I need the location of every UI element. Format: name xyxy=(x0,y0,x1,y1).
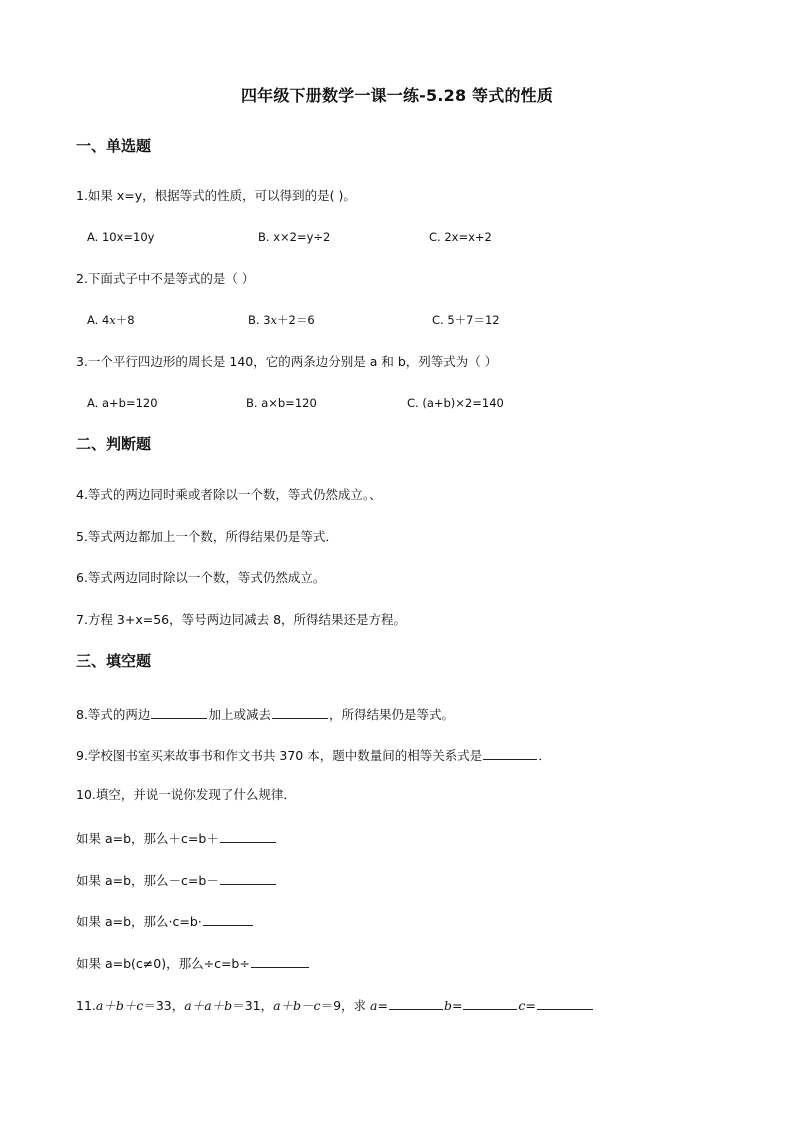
question-2-stem: 2.下面式子中不是等式的是（ ） xyxy=(76,271,255,286)
section-heading-true-false: 二、判断题 xyxy=(76,435,152,453)
answer-blank[interactable] xyxy=(251,955,309,968)
question-1-option-c[interactable]: C. 2x=x+2 xyxy=(429,230,492,244)
question-8-part-2: 加上或减去 xyxy=(208,707,271,722)
question-1-option-a[interactable]: A. 10x=10y xyxy=(87,230,155,244)
question-11-b-label: b= xyxy=(443,998,463,1013)
question-10-line-2-text: 如果 a=b，那么－c=b－ xyxy=(76,873,219,888)
question-9-part-1: 9.学校图书室买来故事书和作文书共 370 本，题中数量间的相等关系式是 xyxy=(76,748,483,763)
question-11-expr-1: a＋b＋c xyxy=(95,998,144,1013)
question-10-line-1-text: 如果 a=b，那么＋c=b＋ xyxy=(76,831,219,846)
question-10-line-4-text: 如果 a=b(c≠0)，那么÷c=b÷ xyxy=(76,956,250,971)
question-8 xyxy=(76,706,454,722)
question-4: 4.等式的两边同时乘或者除以一个数，等式仍然成立。、 xyxy=(76,487,382,502)
question-2-option-c[interactable]: C. 5＋7＝12 xyxy=(432,313,500,327)
question-11 xyxy=(76,997,594,1013)
question-9 xyxy=(76,747,551,763)
question-7: 7.方程 3+x=56，等号两边同减去 8，所得结果还是方程。 xyxy=(76,612,407,627)
question-11-value-2: ＝31， xyxy=(232,998,274,1013)
answer-blank[interactable] xyxy=(483,747,537,760)
question-11-a-label: a= xyxy=(370,998,388,1013)
section-heading-fill-in: 三、填空题 xyxy=(76,652,152,670)
question-1-option-b[interactable]: B. x×2=y÷2 xyxy=(258,230,331,244)
answer-blank[interactable] xyxy=(220,830,276,843)
question-10-line-3-text: 如果 a=b，那么·c=b· xyxy=(76,914,202,929)
question-8-part-1: 8.等式的两边 xyxy=(76,707,151,722)
question-10-line-4 xyxy=(76,955,310,971)
answer-blank[interactable] xyxy=(203,913,253,926)
question-6: 6.等式两边同时除以一个数，等式仍然成立。 xyxy=(76,570,326,585)
section-heading-single-choice: 一、单选题 xyxy=(76,137,152,155)
question-3-stem: 3.一个平行四边形的周长是 140，它的两条边分别是 a 和 b，列等式为（ ） xyxy=(76,354,498,369)
question-8-part-3: ，所得结果仍是等式。 xyxy=(328,707,454,722)
question-11-value-3: ＝9，求 xyxy=(320,998,370,1013)
question-11-expr-2: a＋a＋b xyxy=(184,998,233,1013)
question-5: 5.等式两边都加上一个数，所得结果仍是等式． xyxy=(76,529,338,544)
question-10-line-3 xyxy=(76,913,254,929)
question-2-option-a[interactable] xyxy=(87,315,135,327)
answer-blank-a[interactable] xyxy=(389,997,443,1010)
answer-blank-b[interactable] xyxy=(463,997,517,1010)
answer-blank[interactable] xyxy=(272,706,328,719)
option-a-suffix: ＋8 xyxy=(115,313,135,327)
question-11-number: 11. xyxy=(76,998,96,1013)
question-11-expr-3: a＋b－c xyxy=(273,998,321,1013)
answer-blank[interactable] xyxy=(151,706,207,719)
question-11-value-1: ＝33， xyxy=(143,998,185,1013)
question-10-line-2 xyxy=(76,872,277,888)
question-3-option-b[interactable]: B. a×b=120 xyxy=(246,396,317,410)
question-3-option-c[interactable]: C. (a+b)×2=140 xyxy=(407,396,504,410)
option-a-prefix: A. 4 xyxy=(87,313,110,327)
question-2-option-b[interactable] xyxy=(248,315,315,327)
question-11-c-label: c= xyxy=(518,998,536,1013)
question-10-stem: 10.填空，并说一说你发现了什么规律． xyxy=(76,787,296,802)
question-3-option-a[interactable]: A. a+b=120 xyxy=(87,396,158,410)
question-1-stem: 1.如果 x=y，根据等式的性质，可以得到的是( )。 xyxy=(76,188,356,203)
question-10-line-1 xyxy=(76,830,277,846)
page-title: 四年级下册数学一课一练-5.28 等式的性质 xyxy=(240,86,554,105)
question-9-part-2: ． xyxy=(538,748,551,763)
option-a-variable: x xyxy=(109,313,116,327)
option-b-variable: x xyxy=(270,313,278,327)
option-b-prefix: B. 3 xyxy=(248,313,271,327)
answer-blank-c[interactable] xyxy=(537,997,593,1010)
answer-blank[interactable] xyxy=(220,872,276,885)
option-b-suffix: ＋2＝6 xyxy=(277,313,315,327)
